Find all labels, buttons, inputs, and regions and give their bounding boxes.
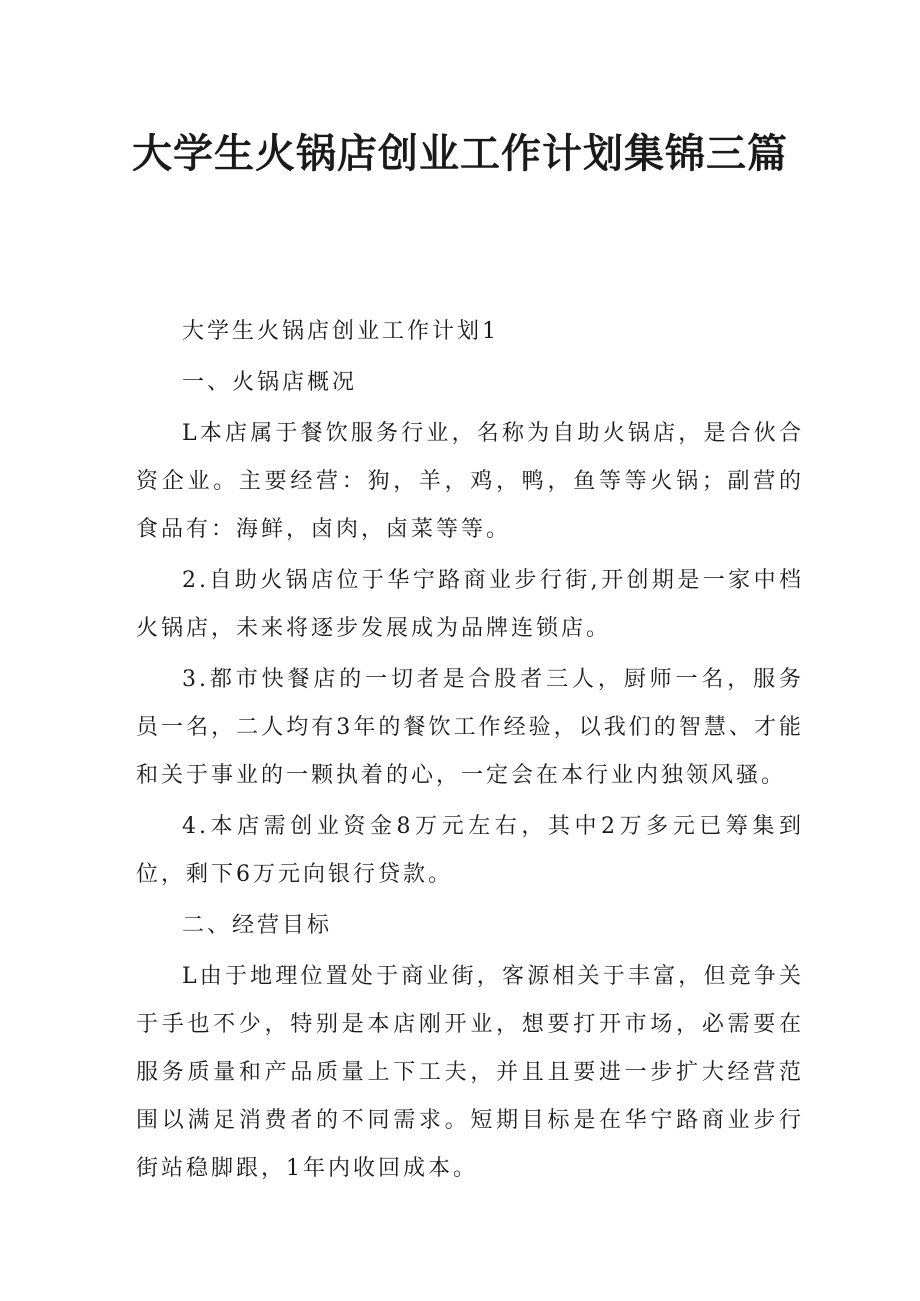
section-heading-overview: 一、火锅店概况 bbox=[182, 370, 358, 395]
document-title: 大学生火锅店创业工作计划集锦三篇 bbox=[132, 131, 788, 177]
paragraph-3: 3.都市快餐店的一切者是合股者三人，厨师一名，服务员一名，二人均有3年的餐饮工作经验，以我们的智慧、才能和关于事业的一颗执着的心，一定会在本行业内独领风骚。 bbox=[136, 667, 804, 788]
paragraph-4: 4.本店需创业资金8万元左右，其中2万多元已筹集到位，剩下6万元向银行贷款。 bbox=[136, 814, 804, 887]
document-body bbox=[136, 308, 804, 1196]
section-heading-plan-1: 大学生火锅店创业工作计划1 bbox=[182, 319, 499, 344]
paragraph-2: 2.自助火锅店位于华宁路商业步行街,开创期是一家中档火锅店，未来将逐步发展成为品牌连锁店。 bbox=[136, 568, 804, 641]
paragraph-5: L由于地理位置处于商业街，客源相关于丰富，但竞争关于手也不少，特别是本店刚开业，想要打开市场，必需要在服务质量和产品质量上下工夫，并且且要进一步扩大经营范围以满足消费者的不同需求。短期目标是在华宁路商业步行街站稳脚跟，1年内收回成本。 bbox=[136, 964, 804, 1181]
paragraph-1: L本店属于餐饮服务行业，名称为自助火锅店，是合伙合资企业。主要经营：狗，羊，鸡，鸭，鱼等等火锅；副营的食品有：海鲜，卤肉，卤菜等等。 bbox=[136, 421, 804, 542]
section-heading-goals: 二、经营目标 bbox=[182, 913, 333, 938]
